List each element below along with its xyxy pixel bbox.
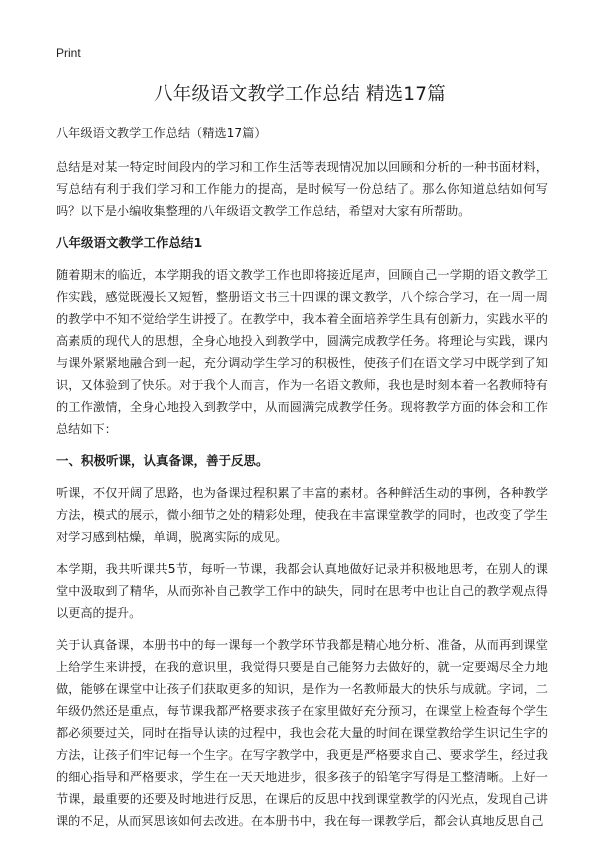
body-paragraph: 随着期末的临近，本学期我的语文教学工作也即将接近尾声，回顾自己一学期的语文教学工作实践，感觉既漫长又短暂，整册语文书三十四课的课文教学，八个综合学习，在一周一周的教学中不知不觉给学生讲授了。在教学中，我本着全面培养学生具有创新力，实践水平的高素质的现代人的思想，全身心地投入到教学中，圆满完成教学任务。将理论与实践，课内与课外紧紧地融合到一起，充分调动学生学习的积极性，使孩子们在语文学习中既学到了知识，又体验到了快乐。对于我个人而言，作为一名语文教师，我也是时刻本着一名教师特有的工作激情，全身心地投入到教学中，从而圆满完成教学任务。现将教学方面的体会和工作总结如下：	[56, 268, 548, 436]
page-title: 八年级语文教学工作总结 精选17篇	[154, 84, 446, 105]
intro-paragraph: 总结是对某一特定时间段内的学习和工作生活等表现情况加以回顾和分析的一种书面材料，写总结有利于我们学习和工作能力的提高，是时候写一份总结了。那么你知道总结如何写吗？以下是小编收集整理的八年级语文教学工作总结，希望对大家有所帮助。	[56, 160, 548, 218]
body-paragraph: 关于认真备课，本册书中的每一课每一个教学环节我都是精心地分析、准备，从而再到课堂上给学生来讲授，在我的意识里，我觉得只要是自己能努力去做好的，就一定要竭尽全力地做，能够在课堂中让孩子们获取更多的知识，是作为一名教师最大的快乐与成就。字词，二年级仍然还是重点，每节课我都严格要求孩子在家里做好充分预习，在课堂上检查每个学生都必须要过关，同时在指导认读的过程中，我也会花大量的时间在课堂教给学生识记生字的方法，让孩子们牢记每一个生字。在写字教学中，我更是严格要求自己、要求学生，经过我的细心指导和严格要求，学生在一天天地进步，很多孩子的铅笔字写得是工整清晰。上好一节课，最重要的还要及时地进行反思，在课后的反思中找到课堂教学的闪光点，发现自己讲课的不足，从而冥思该如何去改进。在本册书中，我在每一课教学后，都会认真地反思自己	[56, 638, 548, 828]
document-subtitle: 八年级语文教学工作总结（精选17篇）	[56, 126, 267, 140]
section-heading: 八年级语文教学工作总结1	[56, 235, 203, 250]
body-paragraph: 听课，不仅开阔了思路，也为备课过程积累了丰富的素材。各种鲜活生动的事例，各种教学方法，模式的展示，微小细节之处的精彩处理，使我在丰富课堂教学的同时，也改变了学生对学习感到枯燥，单调，脱离实际的成见。	[56, 486, 548, 544]
sub-heading: 一、积极听课，认真备课，善于反思。	[56, 453, 269, 468]
document-body	[56, 122, 548, 842]
body-paragraph: 本学期，我共听课共5节，每听一节课，我都会认真地做好记录并积极地思考，在别人的课堂中汲取到了精华，从而弥补自己教学工作中的缺失，同时在思考中也让自己的教学观点得以更高的提升。	[56, 562, 548, 620]
print-link[interactable]: Print	[56, 46, 81, 60]
